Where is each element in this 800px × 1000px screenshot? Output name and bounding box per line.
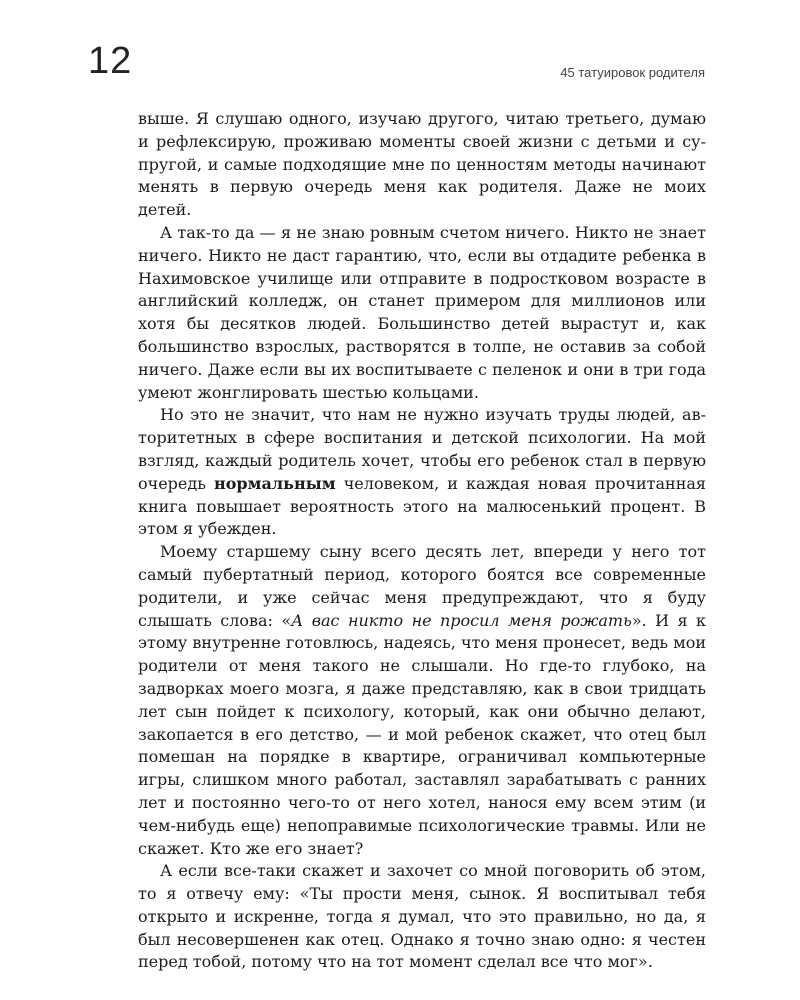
paragraph-text: человеком, и каждая новая прочитанная книга повышает вероятность этого на малюсенький процент. В этом я убежден.: [138, 473, 706, 539]
paragraph: [138, 541, 706, 860]
paragraph: выше. Я слушаю одного, изучаю другого, читаю третьего, думаю и рефлексирую, проживаю моменты своей жизни с детьми и супругой, и самые подходящие мне по ценностям методы начинают менять в первую очередь меня как родителя. Даже не моих детей.: [138, 109, 706, 220]
paragraph: [138, 404, 706, 541]
italic-quote: А вас никто не просил меня рожать: [291, 610, 632, 630]
running-head: 45 татуировок родителя: [560, 65, 705, 80]
paragraph-text: Но это не значит, что нам не нужно изучать труды людей, авторитетных в сфере воспитания и детской психологии. На мой взгляд, каждый родитель хочет, чтобы его ребенок стал в первую очередь: [138, 405, 706, 493]
paragraph: А если все-таки скажет и захочет со мной поговорить об этом, то я отвечу ему: «Ты прости меня, сынок. Я воспитывал тебя открыто и искренне, тогда я думал, что это правильно, но да, я был несовершенен как отец. Однако я точно знаю одно: я честен перед тобой, потому что на тот момент сделал все что мог».: [138, 861, 706, 972]
page-number: 12: [88, 40, 133, 82]
bold-term: нормальным: [214, 473, 336, 493]
paragraph-text: ». И я к этому внутренне готовлюсь, надеясь, что меня пронесет, ведь мои родители от меня такого не слышали. Но где-то глубоко, на задворках моего мозга, я даже представляю, как в свои тридцать лет сын пойдет к психологу, который, как они обычно делают, закопается в его детство, — и мой ребенок скажет, что отец был помешан на порядке в квартире, ограничивал компьютерные игры, слишком много работал, заставлял зарабатывать с ранних лет и постоянно чего-то от него хотел, нанося ему всем этим (и чем-нибудь еще) непоправимые психологические травмы. Или не скажет. Кто же его знает?: [138, 610, 707, 858]
paragraph: А так-то да — я не знаю ровным счетом ничего. Никто не знает ничего. Никто не даст гарантию, что, если вы отдадите ребенка в Нахимовское училище или отправите в подростковом возрасте в английский колледж, он станет примером для миллионов или хотя бы десятков людей. Большинство детей вырастут и, как большинство взрослых, растворятся в толпе, не оставив за собой ничего. Даже если вы их воспитываете с пеленок и они в три года умеют жонглировать шестью кольцами.: [138, 222, 706, 402]
paragraph-text: Моему старшему сыну всего десять лет, впереди у него тот самый пубертатный период, которого боятся все современные родители, и уже сейчас меня предупреждают, что я буду слышать слова: «: [138, 542, 706, 630]
body-text: [138, 108, 706, 974]
